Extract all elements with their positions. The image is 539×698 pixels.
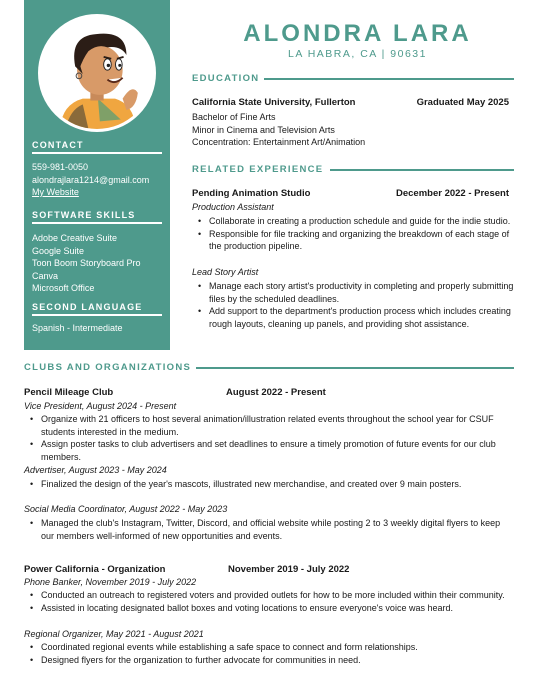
bullet-item: • Coordinated regional events while establishing a safe space to connect and form relationships. (27, 641, 515, 654)
role-bullets (27, 589, 515, 614)
bullet-item: • Finalized the design of the year's mascots, illustrated new merchandise, and created over 9 main posters. (27, 478, 515, 491)
org-date: August 2022 - Present (226, 387, 326, 398)
skill-item: Adobe Creative Suite (32, 233, 118, 243)
website-link[interactable]: My Website (32, 187, 79, 197)
education-details (192, 111, 365, 149)
concentration-line: Concentration: Entertainment Art/Animation (192, 137, 366, 147)
bullet-item: • Assisted in locating designated ballot boxes and voting locations to ensure everyone's voice was heard. (27, 602, 515, 615)
role-title: Lead Story Artist (192, 267, 259, 277)
bullet-item: • Assign poster tasks to club advertisers and set deadlines to ensure a timely promotion of future events for our club members. (27, 438, 515, 463)
role-bullets (27, 478, 515, 491)
role-title: Regional Organizer, May 2021 - August 2021 (24, 629, 204, 639)
avatar (38, 14, 156, 132)
bullet-item: • Designed flyers for the organization to further advocate for communities in need. (27, 654, 515, 667)
language-list (32, 322, 166, 335)
education-heading: EDUCATION (192, 73, 260, 84)
software-skills-heading: SOFTWARE SKILLS (32, 210, 162, 224)
skill-item: Toon Boom Storyboard Pro (32, 258, 141, 268)
org-name: Pencil Mileage Club (24, 387, 114, 398)
clubs-heading: CLUBS AND ORGANIZATIONS (24, 362, 192, 373)
contact-heading: CONTACT (32, 140, 162, 154)
skill-item: Microsoft Office (32, 283, 95, 293)
role-bullets (27, 517, 515, 542)
minor-line: Minor in Cinema and Television Arts (192, 124, 335, 135)
education-date: Graduated May 2025 (416, 97, 509, 108)
candidate-location: LA HABRA, CA | 90631 (288, 48, 427, 60)
education-school: California State University, Fullerton (192, 97, 356, 108)
education-divider (264, 78, 514, 80)
role-bullets (27, 641, 515, 666)
sidebar (24, 0, 170, 350)
role-title: Production Assistant (192, 202, 274, 212)
clubs-divider (196, 367, 514, 369)
candidate-name: ALONDRA LARA (243, 20, 472, 47)
second-language-heading: SECOND LANGUAGE (32, 302, 162, 316)
bullet-item: • Organize with 21 officers to host several animation/illustration related events throughout the school year for CSUF students interested in the medium. (27, 413, 515, 438)
experience-heading: RELATED EXPERIENCE (192, 164, 324, 175)
org-date: November 2019 - July 2022 (228, 564, 350, 575)
skill-item: Canva (32, 270, 59, 281)
bullet-item: • Collaborate in creating a production schedule and guide for the indie studio. (195, 215, 517, 228)
role-bullets (27, 413, 515, 463)
role-bullets (195, 280, 517, 330)
language-item: Spanish - Intermediate (32, 323, 123, 333)
experience-org: Pending Animation Studio (192, 188, 311, 199)
bullet-item: • Add support to the department's production process which includes creating rough layouts, cleaning up panels, and providing shot assistance. (195, 305, 517, 330)
experience-date: December 2022 - Present (395, 188, 509, 199)
email-address[interactable]: alondrajlara1214@gmail.com (32, 174, 150, 185)
org-name: Power California - Organization (24, 564, 166, 575)
bullet-item: • Manage each story artist's productivity in completing and properly submitting files by the scheduled deadlines. (195, 280, 517, 305)
contact-list (32, 161, 166, 199)
role-title: Social Media Coordinator, August 2022 - May 2023 (24, 504, 228, 514)
bullet-item: • Managed the club's Instagram, Twitter, Discord, and official website while posting 2 to 3 weekly digital flyers to keep our members well-informed of new opportunities and events. (27, 517, 515, 542)
phone-number: 559-981-0050 (32, 162, 89, 172)
skill-item: Google Suite (32, 245, 85, 256)
role-title: Vice President, August 2024 - Present (24, 401, 177, 411)
role-title: Phone Banker, November 2019 - July 2022 (24, 577, 197, 587)
avatar-illustration (41, 17, 153, 129)
role-bullets (195, 215, 517, 253)
degree-line: Bachelor of Fine Arts (192, 112, 276, 122)
skills-list (32, 232, 166, 295)
experience-divider (330, 169, 514, 171)
role-title: Advertiser, August 2023 - May 2024 (24, 465, 167, 475)
bullet-item: • Responsible for file tracking and organizing the breakdown of each stage of the production pipeline. (195, 228, 517, 253)
bullet-item: • Conducted an outreach to registered voters and provided outlets for how to be more included within their community. (27, 589, 515, 602)
